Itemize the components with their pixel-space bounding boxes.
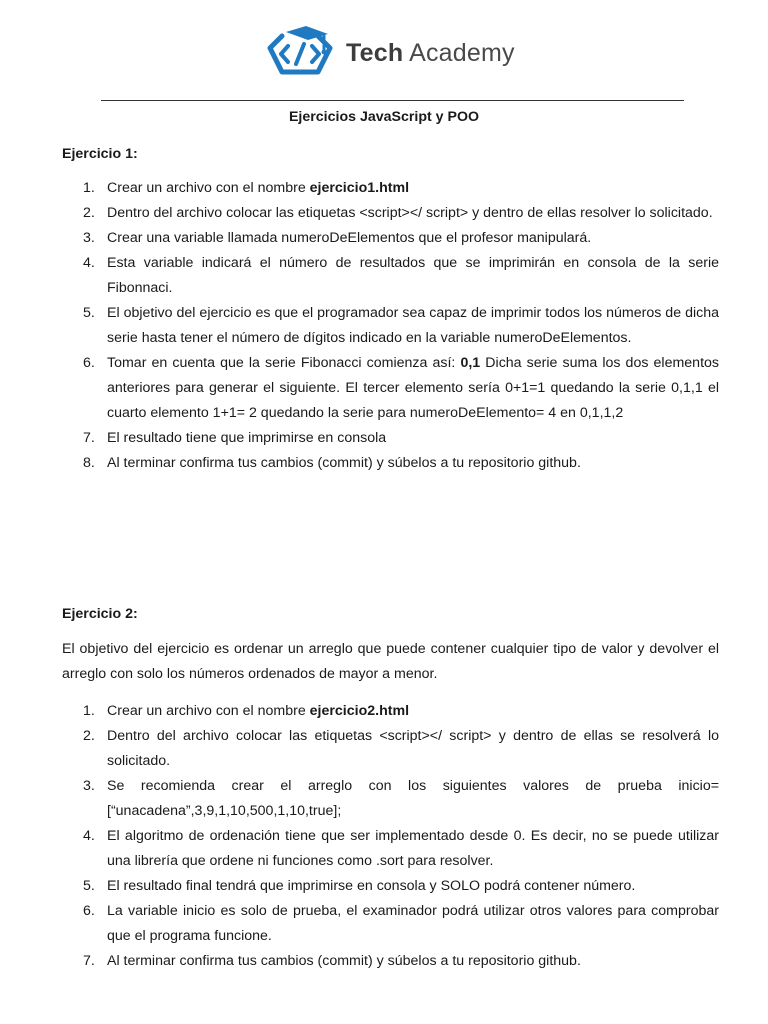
tech-academy-logo (262, 24, 515, 82)
list-item (62, 874, 719, 899)
logo-wordmark (346, 39, 515, 68)
list-item-text: Dentro del archivo colocar las etiquetas <script></ script> y dentro de ellas resolver lo solicitado. (107, 205, 713, 221)
list-item-number: 7. (83, 953, 95, 969)
list-item-number: 5. (83, 305, 95, 321)
list-item-number: 1. (83, 180, 95, 196)
list-item-text: Crear una variable llamada numeroDeElementos que el profesor manipulará. (107, 230, 592, 246)
list-item-number: 6. (83, 903, 95, 919)
list-item (62, 301, 719, 351)
list-item-text: El resultado tiene que imprimirse en consola (107, 430, 387, 446)
document-title: Ejercicios JavaScript y POO (288, 109, 480, 125)
exercise-2-steps (62, 699, 719, 974)
list-item-emphasis: ejercicio1.html (309, 180, 410, 196)
list-item-text: La variable inicio es solo de prueba, el examinador podrá utilizar otros valores para comprobar que el programa funcione. (107, 903, 719, 944)
list-item-text: Tomar en cuenta que la serie Fibonacci comienza así: (107, 355, 461, 371)
list-item (62, 176, 719, 201)
list-item-text: Crear un archivo con el nombre (107, 180, 310, 196)
list-item-text: Se recomienda crear el arreglo con los siguientes valores de prueba inicio=[“unacadena”,3,9,1,10,500,1,10,true]; (107, 778, 719, 819)
list-item-number: 2. (83, 205, 95, 221)
list-item-text: Dentro del archivo colocar las etiquetas <script></ script> y dentro de ellas se resolverá lo solicitado. (107, 728, 719, 769)
list-item (62, 824, 719, 874)
exercise-2-heading: Ejercicio 2: (62, 606, 138, 622)
list-item-number: 4. (83, 828, 95, 844)
list-item-number: 3. (83, 778, 95, 794)
exercise-1-heading: Ejercicio 1: (62, 146, 138, 162)
list-item-text: Crear un archivo con el nombre (107, 703, 310, 719)
list-item (62, 949, 719, 974)
logo-word-academy: Academy (409, 38, 515, 67)
list-item-text: Esta variable indicará el número de resultados que se imprimirán en consola de la serie Fibonnaci. (107, 255, 719, 296)
exercise-2-intro: El objetivo del ejercicio es ordenar un arreglo que puede contener cualquier tipo de valor y devolver el arreglo con solo los números ordenados de mayor a menor. (62, 641, 719, 682)
logo-word-tech: Tech (346, 38, 404, 67)
list-item-number: 7. (83, 430, 95, 446)
list-item-text-continued: Dicha serie suma los dos elementos anteriores para generar el siguiente. El tercer elemento sería 0+1=1 quedando la serie 0,1,1 el cuarto elemento 1+1= 2 quedando la serie para numeroDeElemento= 4 en 0,1,1,2 (107, 355, 719, 421)
list-item (62, 724, 719, 774)
list-item-text: El objetivo del ejercicio es que el programador sea capaz de imprimir todos los números de dicha serie hasta tener el número de dígitos indicado en la variable numeroDeElementos. (107, 305, 719, 346)
graduation-cap-code-icon (262, 24, 338, 82)
exercise-1-steps (62, 176, 719, 476)
list-item-emphasis: ejercicio2.html (309, 703, 410, 719)
list-item-number: 1. (83, 703, 95, 719)
list-item (62, 201, 719, 226)
list-item-number: 4. (83, 255, 95, 271)
header-divider (101, 100, 684, 101)
list-item (62, 899, 719, 949)
list-item-number: 8. (83, 455, 95, 471)
list-item-text: El algoritmo de ordenación tiene que ser implementado desde 0. Es decir, no se puede utilizar una librería que ordene ni funciones como .sort para resolver. (107, 828, 719, 869)
list-item (62, 699, 719, 724)
list-item (62, 774, 719, 824)
list-item (62, 351, 719, 426)
list-item-text: El resultado final tendrá que imprimirse en consola y SOLO podrá contener número. (107, 878, 636, 894)
list-item-emphasis: 0,1 (460, 355, 481, 371)
list-item-number: 6. (83, 355, 95, 371)
list-item (62, 451, 719, 476)
list-item (62, 426, 719, 451)
list-item (62, 251, 719, 301)
list-item-number: 2. (83, 728, 95, 744)
list-item-text: Al terminar confirma tus cambios (commit) y súbelos a tu repositorio github. (107, 953, 581, 969)
list-item-text: Al terminar confirma tus cambios (commit) y súbelos a tu repositorio github. (107, 455, 581, 471)
list-item-number: 3. (83, 230, 95, 246)
list-item (62, 226, 719, 251)
list-item-number: 5. (83, 878, 95, 894)
